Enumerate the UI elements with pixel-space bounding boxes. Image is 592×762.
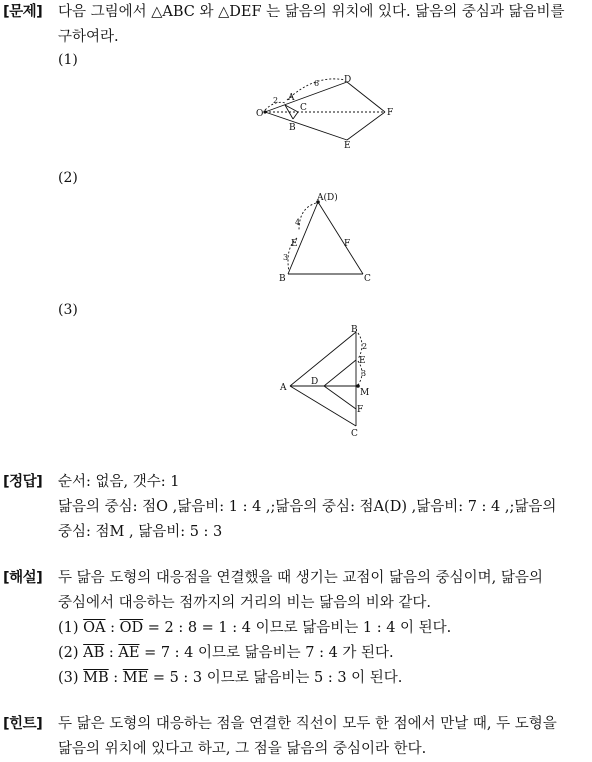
- explanation-item-3-num: (3): [58, 670, 79, 686]
- explanation-item-2-rest: = 7 : 4 이므로 닮음비는 7 : 4 가 된다.: [139, 645, 394, 661]
- answer-tag: [정답]: [3, 474, 43, 490]
- part-2-label: (2): [58, 170, 78, 186]
- part-3-label: (3): [58, 302, 78, 318]
- problem-line-2: 구하여라.: [58, 29, 119, 45]
- explanation-item-1-seg2: $\overline{OD}$: [119, 620, 144, 636]
- fig1-label-o: O: [256, 109, 264, 119]
- hint-line-1: 두 닮은 도형의 대응하는 점을 연결한 직선이 모두 한 점에서 만날 때, 두 도형을: [58, 716, 557, 732]
- fig3-label-3: 3: [361, 369, 367, 378]
- explanation-item-2-seg1: $\overline{AB}$: [83, 645, 105, 661]
- fig1-label-f: F: [387, 108, 394, 118]
- fig3-edge-ac: [290, 386, 356, 426]
- fig3-edge-df: [324, 386, 356, 409]
- fig1-edge-oe: [265, 112, 347, 140]
- fig2-label-a: A(D): [317, 193, 338, 203]
- explanation-item-1-seg1: $\overline{OA}$: [83, 620, 106, 636]
- problem-line-1: 다음 그림에서 △ABC 와 △DEF 는 닮음의 위치에 있다. 닮음의 중심과 닮음비를: [58, 4, 565, 20]
- explanation-item-3-rest: = 5 : 3 이므로 닮음비는 5 : 3 이 된다.: [148, 670, 403, 686]
- fig2-label-b: B: [279, 274, 286, 284]
- explanation-item-2: (2) $\overline{AB}$ : $\overline{AE} = 7$ : 4 이므로 닮음비는 7 : 4 가 된다.: [58, 645, 394, 661]
- figure-3: [278, 323, 388, 438]
- fig1-label-b: B: [289, 123, 296, 133]
- answer-line-3: 중심: 점M , 닮음비: 5 : 3: [58, 524, 223, 540]
- fig2-label-3: 3: [283, 253, 289, 262]
- problem-tag: [문제]: [3, 4, 43, 20]
- explanation-item-3-seg1: $\overline{MB}$: [83, 670, 109, 686]
- fig1-label-2: 2: [273, 96, 279, 105]
- hint-text: [58, 712, 588, 762]
- figure-2: [275, 190, 385, 285]
- fig2-label-c: C: [364, 274, 371, 284]
- part-1-label: (1): [58, 52, 78, 68]
- fig3-label-2: 2: [362, 342, 368, 351]
- fig1-label-c: C: [300, 103, 307, 113]
- explanation-line-1: 두 닮음 도형의 대응점을 연결했을 때 생기는 교점이 닮음의 중심이며, 닮음의: [58, 570, 543, 586]
- fig3-label-f: F: [357, 405, 364, 415]
- fig1-edge-df: [347, 82, 385, 112]
- fig2-label-e: E: [291, 239, 298, 249]
- answer-text: [58, 470, 588, 545]
- fig1-edge-bc: [293, 112, 298, 119]
- fig1-label-d: D: [344, 75, 352, 85]
- explanation-item-2-seg2: $\overline{AE}$: [118, 645, 140, 661]
- fig1-label-6: 6: [314, 79, 320, 88]
- fig3-label-a: A: [280, 383, 287, 393]
- fig3-label-e: E: [359, 356, 366, 366]
- explanation-tag: [해설]: [3, 570, 43, 586]
- explanation-item-2-num: (2): [58, 645, 79, 661]
- figure-1: [255, 72, 405, 152]
- hint-tag: [힌트]: [3, 716, 43, 732]
- fig2-label-f: F: [344, 239, 351, 249]
- fig3-label-m: M: [360, 388, 370, 398]
- fig2-arc-4: [299, 203, 316, 230]
- fig3-label-d: D: [311, 377, 319, 387]
- explanation-item-3: (3) $\overline{MB}$ : $\overline{ME} = 5$ : 3 이므로 닮음비는 5 : 3 이 된다.: [58, 670, 403, 686]
- answer-line-1: 순서: 없음, 갯수: 1: [58, 474, 180, 490]
- explanation-item-1-rest: = 2 : 8 = 1 : 4 이므로 닮음비는 1 : 4 이 된다.: [143, 620, 452, 636]
- explanation-text: [58, 566, 588, 691]
- fig2-edge-ac: [318, 202, 363, 274]
- answer-line-2: 닮음의 중심: 점O ,닮음비: 1 : 4 ,;닮음의 중심: 점A(D) ,닮음비: 7 : 4 ,;닮음의: [58, 499, 557, 515]
- explanation-item-1-num: (1): [58, 620, 79, 636]
- fig3-edge-de: [324, 360, 356, 386]
- hint-line-2: 닮음의 위치에 있다고 하고, 그 점을 닮음의 중심이라 한다.: [58, 741, 427, 757]
- explanation-item-3-seg2: $\overline{ME}$: [122, 670, 149, 686]
- fig3-label-c: C: [351, 429, 358, 439]
- fig3-label-b: B: [351, 325, 358, 335]
- fig2-label-4: 4: [295, 218, 301, 227]
- fig1-label-a: A: [288, 93, 295, 103]
- explanation-item-1: (1) $\overline{OA}$ : $\overline{OD} = 2$ : 8 = 1 : 4 이므로 닮음비는 1 : 4 이 된다.: [58, 620, 452, 636]
- fig1-label-e: E: [344, 141, 351, 151]
- explanation-line-2: 중심에서 대응하는 점까지의 거리의 비는 닮음의 비와 같다.: [58, 595, 432, 611]
- fig1-edge-ef: [347, 112, 385, 140]
- problem-text: [58, 0, 588, 50]
- fig1-point-o: [263, 110, 266, 113]
- fig3-edge-ab: [290, 332, 356, 386]
